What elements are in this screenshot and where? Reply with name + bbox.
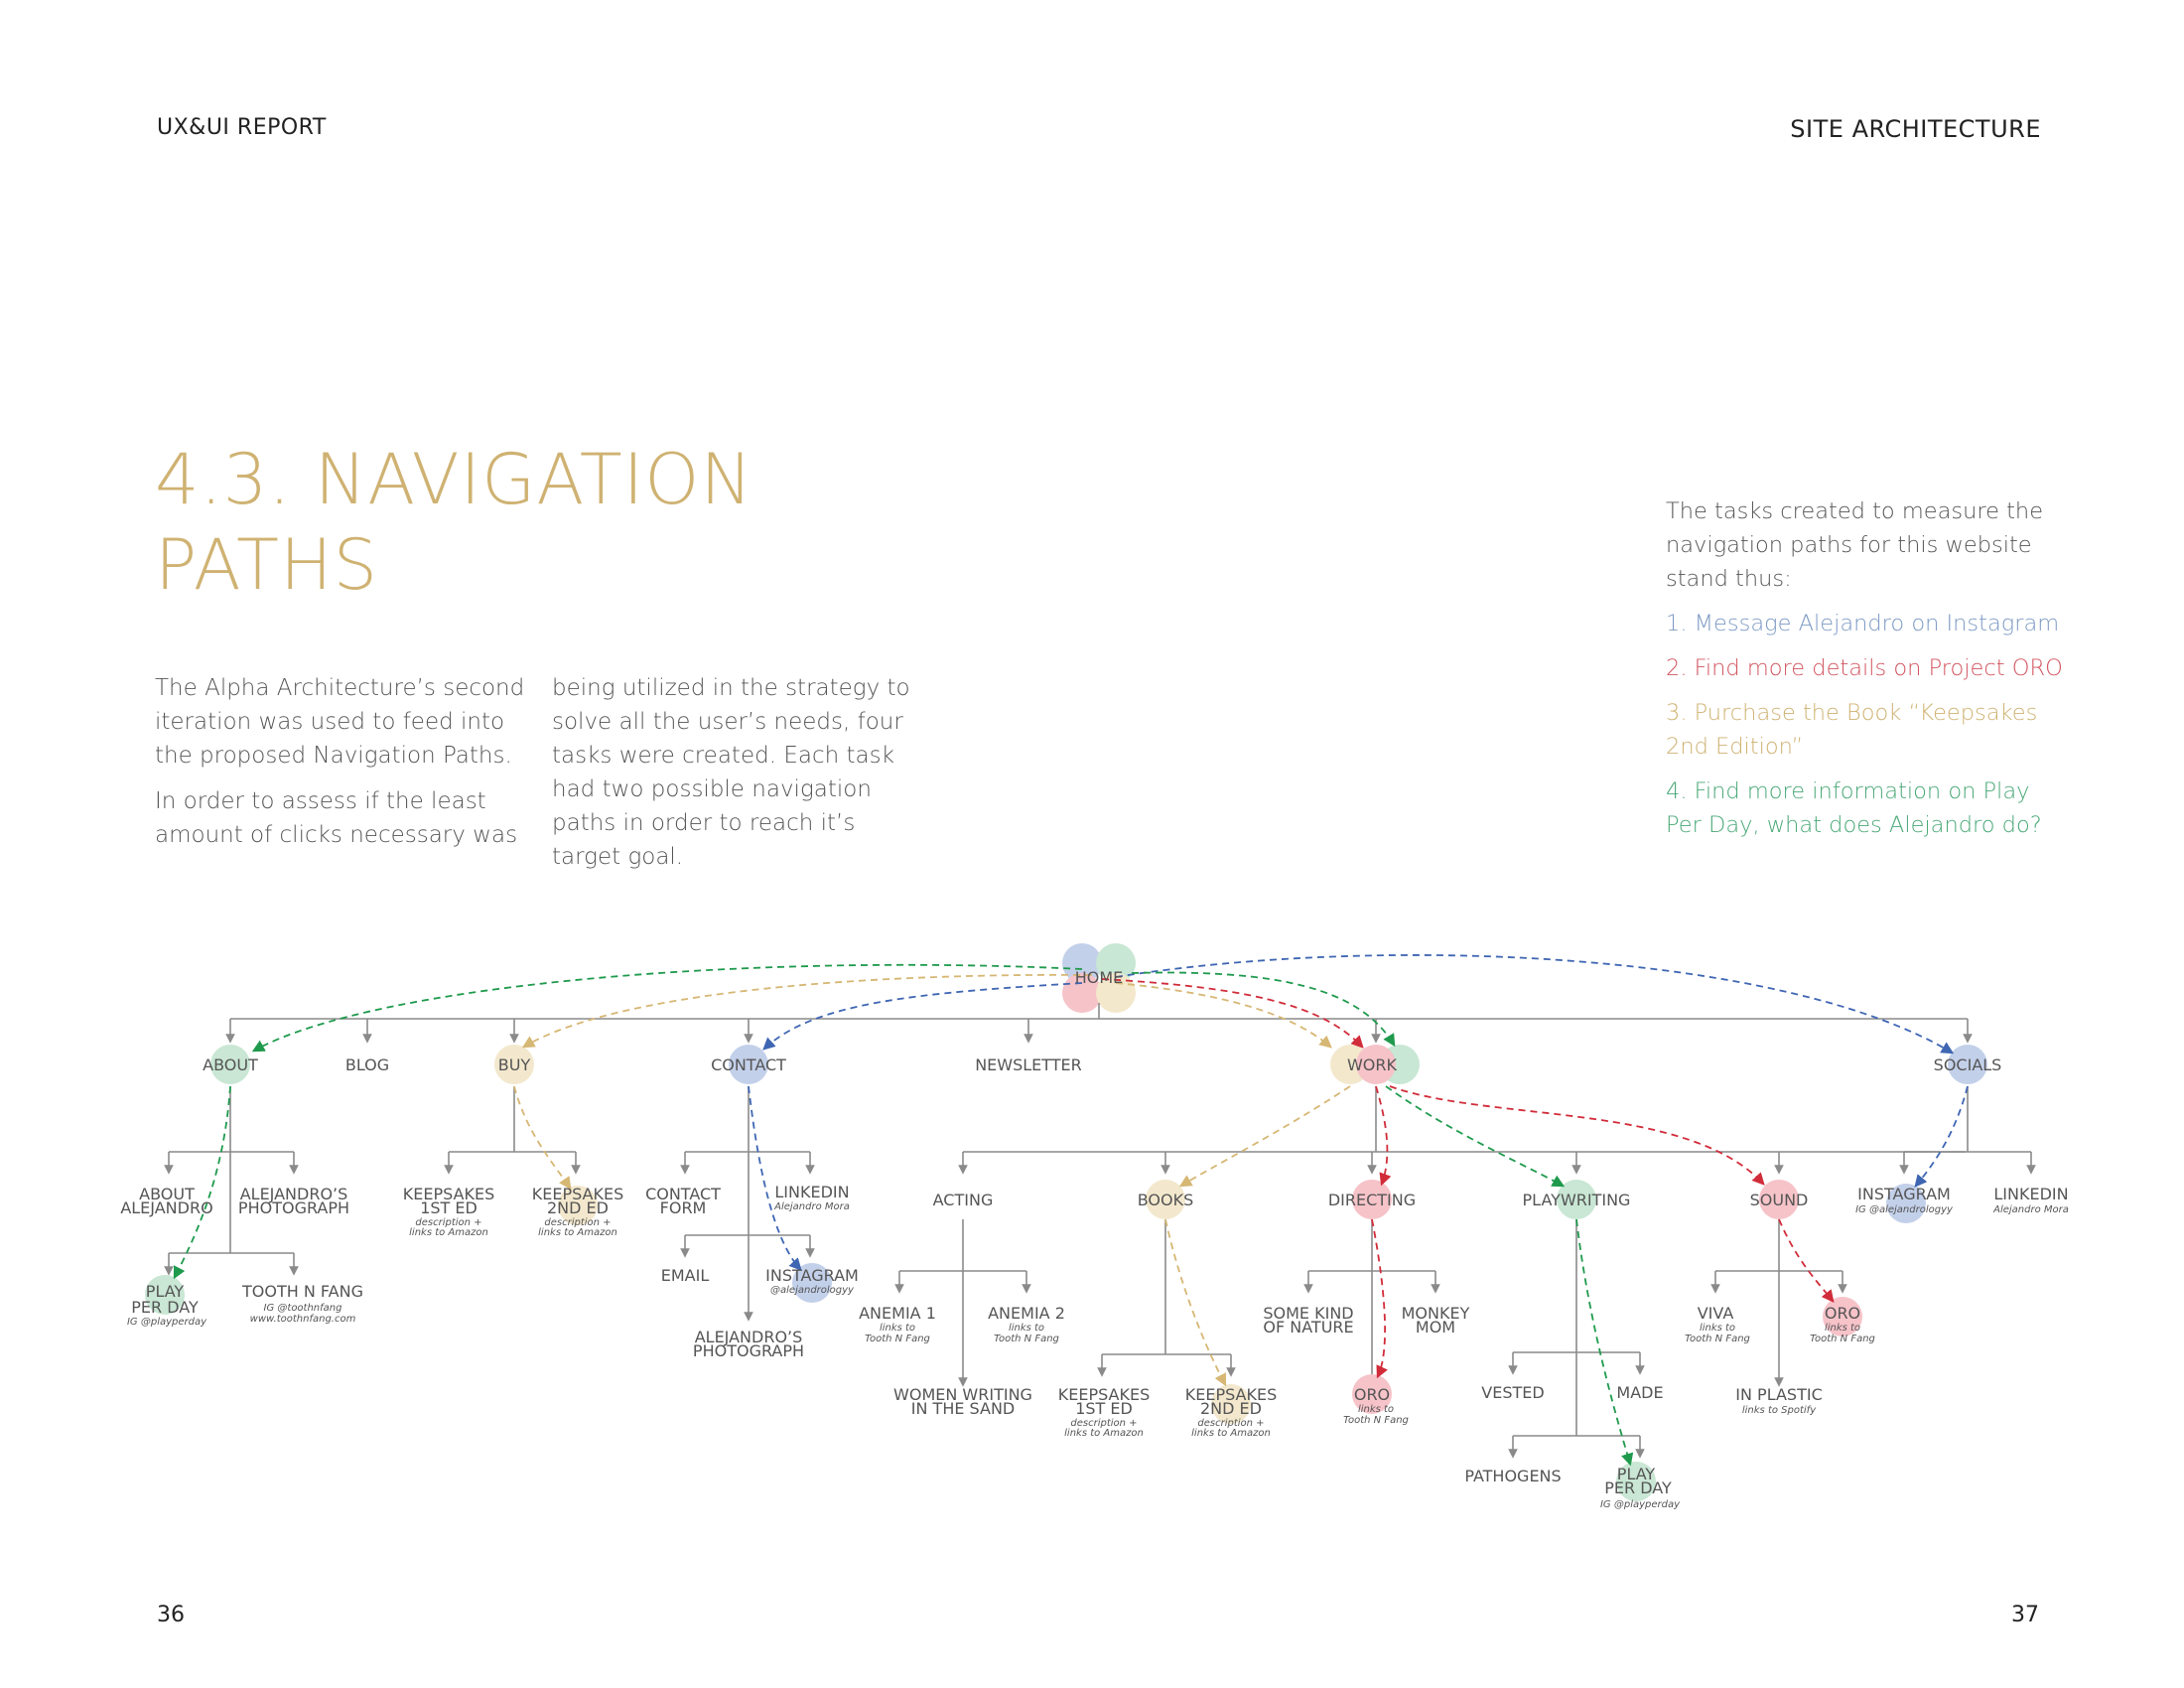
- node-socials-instagram-sub: IG @alejandrologyy: [1855, 1204, 1953, 1215]
- node-contact-linkedin: LINKEDIN: [774, 1183, 850, 1201]
- task-3: 3. Purchase the Book “Keepsakes 2nd Edition”: [1666, 700, 2038, 760]
- path-yellow-work-books: [1181, 1086, 1350, 1186]
- path-blue-home-socials: [1116, 955, 1952, 1053]
- body-paragraph-3: being utilized in the strategy to solve all the user’s needs, four tasks were created. Each task had two possible navigation paths in order to reach it’s target goal.: [552, 675, 910, 870]
- node-buy: BUY: [497, 1055, 531, 1074]
- body-paragraph-1: The Alpha Architecture’s second iteration was used to feed into the proposed Navigation Paths.: [155, 675, 525, 769]
- node-monkey-mom-1: MONKEY: [1401, 1304, 1470, 1323]
- node-buy-keepsakes1-sub-1: description +: [415, 1217, 482, 1228]
- node-anemia2: ANEMIA 2: [988, 1304, 1065, 1323]
- node-buy-keepsakes2-1: KEEPSAKES: [531, 1185, 624, 1203]
- node-tooth-n-fang: TOOTH N FANG: [242, 1282, 363, 1301]
- node-alejandros-photograph-1: ALEJANDRO’S: [239, 1185, 348, 1203]
- node-anemia1-sub-1: links to: [879, 1323, 916, 1334]
- node-buy-keepsakes2-sub-2: links to Amazon: [538, 1227, 617, 1238]
- node-contact-instagram-sub: @alejandrologyy: [770, 1285, 854, 1296]
- node-oro: ORO: [1353, 1385, 1391, 1404]
- node-contact-linkedin-sub: Alejandro Mora: [774, 1201, 850, 1212]
- path-green-playwriting-playperday: [1576, 1219, 1630, 1464]
- node-email: EMAIL: [660, 1266, 710, 1285]
- node-acting: ACTING: [932, 1191, 994, 1209]
- path-green-about-playperday: [175, 1086, 230, 1277]
- node-work: WORK: [1346, 1055, 1398, 1074]
- task-2: 2. Find more details on Project ORO: [1666, 655, 2063, 681]
- node-work-play-per-day-1: PLAY: [1616, 1465, 1656, 1483]
- path-yellow-home-work: [1116, 983, 1330, 1047]
- path-yellow-home-buy: [524, 975, 1092, 1047]
- path-red-work-directing: [1376, 1086, 1387, 1184]
- node-vested: VESTED: [1481, 1383, 1545, 1402]
- node-contact: CONTACT: [711, 1055, 786, 1074]
- node-socials-instagram: INSTAGRAM: [1857, 1185, 1951, 1203]
- node-anemia1: ANEMIA 1: [859, 1304, 936, 1323]
- report-title: UX&UI REPORT: [157, 115, 327, 140]
- node-anemia2-sub-1: links to: [1008, 1323, 1045, 1334]
- node-contact-form-2: FORM: [659, 1198, 707, 1217]
- node-some-kind-2: OF NATURE: [1263, 1318, 1354, 1336]
- node-some-kind-1: SOME KIND: [1263, 1304, 1354, 1323]
- node-play-per-day-2: PER DAY: [131, 1298, 199, 1317]
- node-books: BOOKS: [1137, 1191, 1194, 1209]
- node-monkey-mom-2: MOM: [1415, 1318, 1456, 1336]
- node-women-writing-1: WOMEN WRITING: [893, 1385, 1032, 1404]
- node-viva-sub-2: Tooth N Fang: [1685, 1334, 1750, 1344]
- node-buy-keepsakes1-1: KEEPSAKES: [402, 1185, 495, 1203]
- body-paragraph-2: In order to assess if the least amount of clicks necessary was: [155, 788, 518, 848]
- node-socials-linkedin: LINKEDIN: [1993, 1185, 2069, 1203]
- node-socials-linkedin-sub: Alejandro Mora: [1993, 1204, 2069, 1215]
- path-green-work-playwriting: [1386, 1086, 1563, 1186]
- path-red-sound-oro: [1779, 1219, 1833, 1301]
- node-tooth-n-fang-sub-1: IG @toothnfang: [263, 1303, 342, 1314]
- node-home: HOME: [1074, 968, 1124, 987]
- node-oro-sub-2: Tooth N Fang: [1343, 1415, 1409, 1426]
- path-yellow-books-keepsakes2: [1165, 1219, 1225, 1384]
- page-title-line2: PATHS: [155, 524, 379, 606]
- path-blue-socials-instagram: [1916, 1086, 1968, 1186]
- path-red-directing-oro: [1372, 1219, 1385, 1376]
- page-title-line1: 4.3. NAVIGATION: [155, 439, 753, 520]
- node-directing: DIRECTING: [1327, 1191, 1417, 1209]
- node-about: ABOUT: [203, 1055, 258, 1074]
- node-about-alejandro-2: ALEJANDRO: [120, 1198, 213, 1217]
- node-anemia2-sub-2: Tooth N Fang: [994, 1334, 1059, 1344]
- node-buy-keepsakes2-sub-1: description +: [544, 1217, 612, 1228]
- node-sound-oro: ORO: [1824, 1304, 1861, 1323]
- page-number-right: 37: [2011, 1603, 2039, 1627]
- node-work-keepsakes2-sub-1: description +: [1197, 1418, 1265, 1429]
- task-intro: The tasks created to measure the navigation paths for this website stand thus:: [1666, 498, 2044, 592]
- node-sound-oro-sub-2: Tooth N Fang: [1810, 1334, 1875, 1344]
- node-contact-form-1: CONTACT: [645, 1185, 721, 1203]
- node-work-keepsakes1-2: 1ST ED: [1075, 1399, 1133, 1418]
- task-1: 1. Message Alejandro on Instagram: [1666, 611, 2060, 636]
- node-women-writing-2: IN THE SAND: [910, 1399, 1016, 1418]
- node-work-play-per-day-sub: IG @playperday: [1599, 1499, 1681, 1510]
- node-made: MADE: [1616, 1383, 1664, 1402]
- node-buy-keepsakes1-2: 1ST ED: [420, 1198, 478, 1217]
- node-play-per-day-sub: IG @playperday: [126, 1317, 207, 1328]
- node-work-keepsakes1-1: KEEPSAKES: [1057, 1385, 1151, 1404]
- node-in-plastic-sub: links to Spotify: [1741, 1405, 1817, 1416]
- node-sound-oro-sub-1: links to: [1824, 1323, 1861, 1334]
- node-work-keepsakes1-sub-1: description +: [1070, 1418, 1138, 1429]
- node-work-play-per-day-2: PER DAY: [1604, 1478, 1672, 1497]
- node-about-alejandro-1: ABOUT: [139, 1185, 195, 1203]
- page-number-left: 36: [157, 1603, 185, 1627]
- node-work-keepsakes2-sub-2: links to Amazon: [1191, 1428, 1271, 1439]
- section-title: SITE ARCHITECTURE: [1790, 115, 2041, 143]
- node-contact-photograph-2: PHOTOGRAPH: [692, 1341, 805, 1360]
- node-newsletter: NEWSLETTER: [975, 1055, 1082, 1074]
- node-anemia1-sub-2: Tooth N Fang: [865, 1334, 930, 1344]
- path-blue-home-contact: [764, 983, 1082, 1049]
- node-work-keepsakes2-1: KEEPSAKES: [1184, 1385, 1278, 1404]
- node-viva-sub-1: links to: [1699, 1323, 1736, 1334]
- path-green-home-work: [1132, 973, 1394, 1045]
- node-labels: [120, 968, 2069, 1510]
- path-red-home-work: [1102, 979, 1362, 1047]
- node-play-per-day-1: PLAY: [145, 1282, 185, 1301]
- node-contact-instagram: INSTAGRAM: [765, 1266, 859, 1285]
- task-4: 4. Find more information on Play Per Day, what does Alejandro do?: [1666, 778, 2042, 838]
- node-pathogens: PATHOGENS: [1464, 1467, 1562, 1485]
- node-socials: SOCIALS: [1933, 1055, 2002, 1074]
- path-yellow-buy-keepsakes2: [514, 1086, 570, 1188]
- node-tooth-n-fang-sub-2: www.toothnfang.com: [249, 1314, 356, 1325]
- node-playwriting: PLAYWRITING: [1522, 1191, 1631, 1209]
- node-in-plastic: IN PLASTIC: [1735, 1385, 1823, 1404]
- node-alejandros-photograph-2: PHOTOGRAPH: [237, 1198, 350, 1217]
- node-viva: VIVA: [1697, 1304, 1734, 1323]
- node-buy-keepsakes1-sub-2: links to Amazon: [409, 1227, 488, 1238]
- path-green-home-about: [254, 965, 1082, 1051]
- node-sound: SOUND: [1749, 1191, 1809, 1209]
- node-blog: BLOG: [344, 1055, 390, 1074]
- path-blue-contact-instagram: [749, 1086, 800, 1269]
- node-contact-photograph-1: ALEJANDRO’S: [694, 1328, 803, 1346]
- node-work-keepsakes2-2: 2ND ED: [1200, 1399, 1262, 1418]
- node-work-keepsakes1-sub-2: links to Amazon: [1064, 1428, 1144, 1439]
- node-oro-sub-1: links to: [1357, 1404, 1395, 1415]
- node-buy-keepsakes2-2: 2ND ED: [547, 1198, 609, 1217]
